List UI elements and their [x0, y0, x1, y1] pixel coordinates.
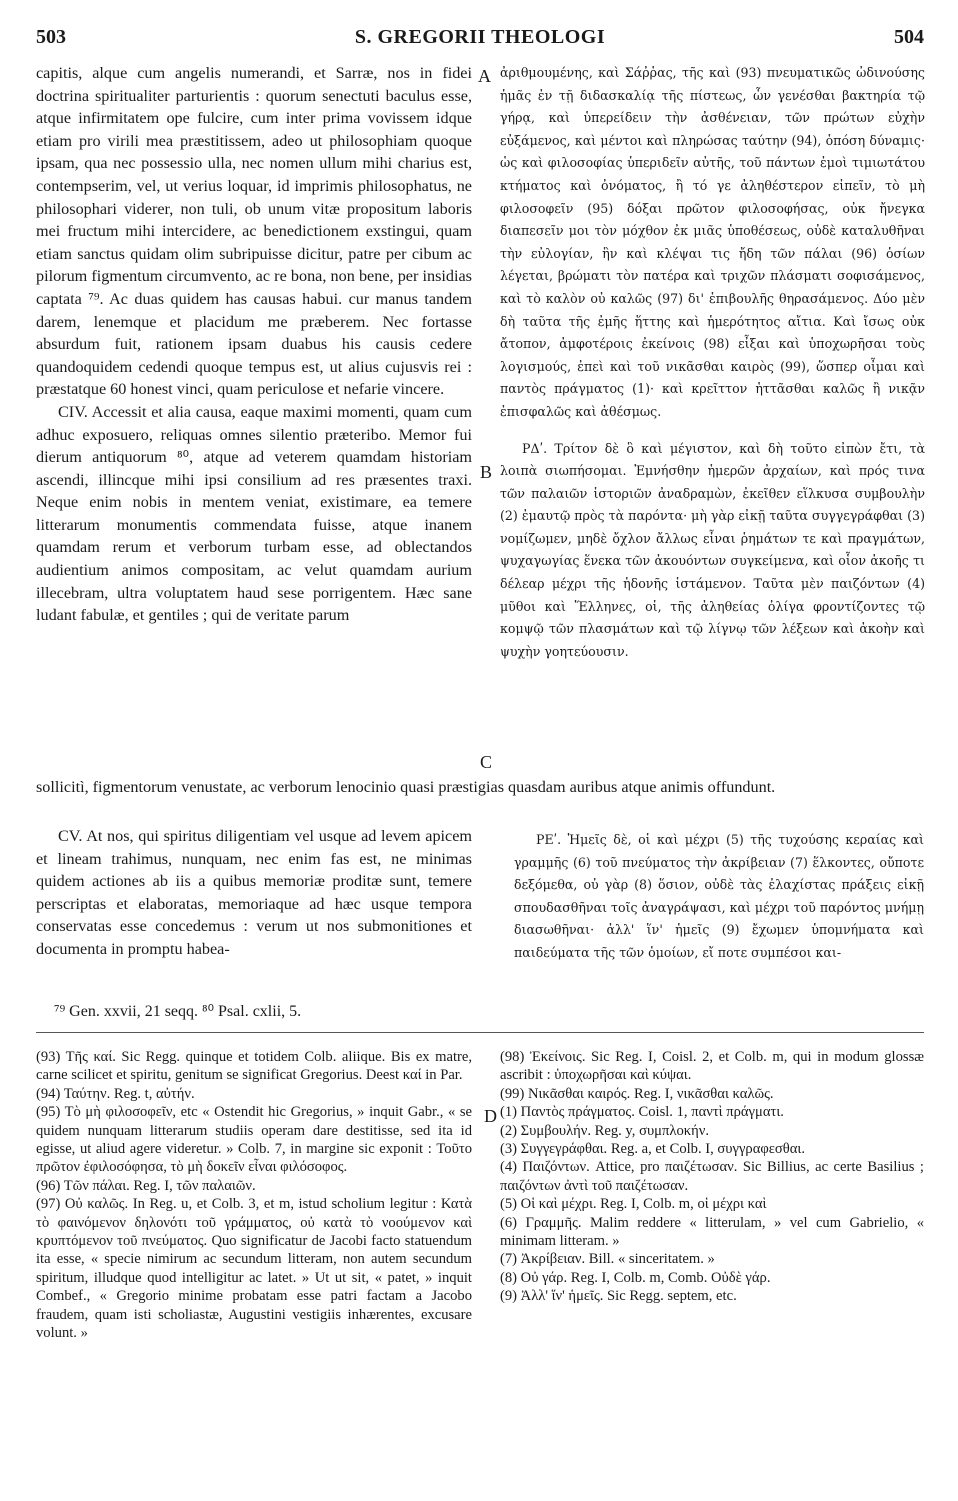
margin-letter-a: A — [478, 66, 491, 86]
critical-note: (6) Γραμμῆς. Malim reddere « litterulam, » vel cum Gabrielio, « minimam litteram. » — [500, 1214, 924, 1250]
margin-letter-c: C — [480, 752, 493, 772]
critical-notes-right — [500, 1048, 924, 1306]
latin-paragraph-ciii: capitis, alque cum angelis numerandi, et Sarræ, nos in fidei doctrina spiritualiter parturientis : quorum senectuti baculus esse, atque infirmitatem ope fulcire, cum inter prima vovissem idque etiam pro virili mea præstitissem, adeo ut philosophiam quoque ipsam, qua nec possessio ulla, nec nomen ullum mihi charius est, contempserim, vel, ut verius loquar, id imprimis philosophatus, ne philosophari viderer, non tuli, ob unum vitæ propositum laboris mei fructum mihi intercidere, ac benedictionem exstingui, quam etiam sanctus quidam olim subripuisse dicitur, patre per cibum ac pilorum figmentum circumvento, ac re bona, non bene, per insidias captata ⁷⁹. Ac duas quidem has causas habui. cur manus tandem darem, lenemque et placidum me præberem. Nec fortasse absurdum fuit, rationem ipsam duabus his causis cedere quandoquidem cedendi quoque tempus est, ut alius cujusvis rei : præstatque 60 honest vinci, quam periculose et nefarie vincere. — [36, 64, 472, 399]
latin-paragraph-civ: CIV. Accessit et alia causa, eaque maximi momenti, quam cum adhuc exposuero, reliquas omnes silentio præteribo. Memor fui dierum antiquorum ⁸⁰, atque ad veterem quamdam historiam ascendi, illincque mihi ipsi consilium ad res præsentes traxi. Neque enim nobis in mentem veniat, existimare, ea temere litterarum monumentis commendata fuisse, atque inanem quamdam rerum et verborum turbam esse, ad oblectandos audientium animos compositam, ac velut quamdam aurium illecebram, ultra voluptatem haud sese porrigentem. Hæc sane ludant fabulæ, et gentiles ; qui de veritate parum — [36, 402, 472, 625]
critical-note: (93) Τῆς καί. Sic Regg. quinque et totidem Colb. aliique. Bis ex matre, carne scilicet et spiritu, genitum se significat Gregorius. Deest καί in Par. — [36, 1049, 472, 1084]
critical-note: (9) Ἀλλ' ἵν' ἡμεῖς. Sic Regg. septem, etc. — [500, 1288, 737, 1305]
scripture-footnotes: ⁷⁹ Gen. xxvii, 21 seqq. ⁸⁰ Psal. cxlii, 5. — [54, 1003, 302, 1020]
page-number-right: 504 — [894, 26, 924, 48]
running-title: S. GREGORII THEOLOGI — [354, 26, 606, 48]
notes-divider — [36, 1032, 924, 1033]
greek-column-lower — [514, 829, 924, 965]
full-width-line: sollicitì, figmentorum venustate, ac verborum lenocinio quasi præstigias quasdam auribus atque animis offundunt. — [36, 778, 776, 796]
latin-column-upper — [36, 62, 472, 627]
latin-column-lower — [36, 825, 472, 961]
critical-note: (97) Οὐ καλῶς. In Reg. u, et Colb. 3, et m, istud scholium legitur : Κατὰ τὸ φαινόμενον δηλονότι τοῦ γράμματος, οὐ κατὰ τὸ νοούμενον καὶ κρυπτόμενον τοῦ πνεύματος. Quo significatur de Jacobi facto statuendum ita esse, « specie nimirum ac secundum litteram, non autem secundum spiritum, illudque quod intelligitur ac latet. » Ut ut sit, « patet, » inquit Combef., « Gregorio minime probatam esse patri factam a Jacobo fraudem, quam isti scholiastæ, Augustini vestigiis inhærentes, excusare volunt. » — [36, 1196, 472, 1342]
greek-column-upper — [500, 62, 925, 663]
latin-paragraph-cv: CV. At nos, qui spiritus diligentiam vel usque ad levem apicem et lineam trahimus, nunquam, nec enim fas est, ne minimas quidem actiones ab iis a quibus memoriæ proditæ sunt, temere perscriptas et elaboratas, memoriaque ad hæc usque tempora conservatas esse concedemus : verum ut nos submonitiones et documenta in promptu habea- — [36, 827, 472, 958]
critical-note: (2) Συμβουλήν. Reg. y, συμπλοκήν. — [500, 1122, 709, 1139]
critical-note: (4) Παιζόντων. Attice, pro παιζέτωσαν. Sic Billius, ac certe Basilius ; παιζόντων ἀντὶ τοῦ παιζέτωσαν. — [500, 1159, 924, 1194]
critical-notes-left — [36, 1048, 472, 1343]
critical-note: (5) Οἱ καὶ μέχρι. Reg. I, Colb. m, οἱ μέχρι καὶ — [500, 1196, 767, 1213]
critical-note: (99) Νικᾶσθαι καιρός. Reg. I, νικᾶσθαι καλῶς. — [500, 1085, 774, 1102]
page-header — [36, 22, 924, 52]
critical-note: (96) Τῶν πάλαι. Reg. I, τῶν παλαιῶν. — [36, 1177, 256, 1194]
critical-note: (3) Συγγεγράφθαι. Reg. a, et Colb. I, συγγραφεσθαι. — [500, 1141, 805, 1158]
critical-note: (95) Τὸ μὴ φιλοσοφεῖν, etc « Ostendit hic Gregorius, » inquit Gabr., « se quidem nunquam litterarum studiis operam dare destitisse, sed ita id egisse, ut aliud agere videretur. » Colb. 7, in margine sic exponit : Τοῦτο πρῶτον ἐφιλοσόφησα, τὸ μὴ δοκεῖν εἶναι φιλόσοφος. — [36, 1104, 472, 1176]
greek-paragraph-1: ἀριθμουμένης, καὶ Σάῤῥας, τῆς καὶ (93) πνευματικῶς ὠδινούσης ἡμᾶς ἐν τῇ διδασκαλίᾳ τῆς πίστεως, ὧν γενέσθαι βακτηρία τῷ γήρᾳ, καὶ ὑπερείδειν τὴν ἀσθένειαν, τῶν πρώτων εὐχὴν εὐξάμενος, καὶ μέντοι καὶ πληρώσας ταύτην (94), ὁπόση δύναμις· ὡς καὶ φιλοσοφίας ὑπεριδεῖν αὐτῆς, τοῦ πάντων ἐμοὶ τιμιωτάτου κτήματος καὶ ὀνόματος, ἢ τό γε ἀληθέστερον εἰπεῖν, τὸ μὴ φιλοσοφεῖν (95) δόξαι πρῶτον φιλοσοφήσας, οὐκ ἤνεγκα διαπεσεῖν μοι τὸν μόχθον ἐκ μιᾶς ὑποθέσεως, οὐδὲ καταλυθῆναι τὴν εὐλογίαν, ἣν καὶ κλέψαι τις ἤδη τῶν πάλαι (96) ὁσίων λέγεται, βρώματι τὸν πατέρα καὶ τριχῶν πλάσματι σοφισάμενος, καὶ τὸ καλὸν οὐ καλῶς (97) δι' ἐπιβουλῆς θηρασάμενος. Δύο μὲν δὴ ταῦτα τῆς ἐμῆς ἥττης καὶ ἡμερότητος αἴτια. Καὶ ἴσως οὐκ ἄτοπον, ἀμφοτέροις ἐκείνοις (98) εἶξαι καὶ ὑποχωρῆσαι τοὺς λογισμούς, ἐπεὶ καὶ τοῦ νικᾶσθαι καιρὸς (99), ὥσπερ οἶμαι καὶ παντὸς πράγματος (1)· καὶ κρεῖττον ἡττᾶσθαι καλῶς ἢ νικᾷν ἐπισφαλῶς καὶ ἀθέσμως. — [500, 65, 925, 419]
critical-note: (7) Ἀκρίβειαν. Bill. « sinceritatem. » — [500, 1251, 715, 1268]
page-number-left: 503 — [36, 26, 66, 48]
critical-note: (98) Ἐκείνοις. Sic Reg. I, Coisl. 2, et Colb. m, qui in modum glossæ ascribit : ὑποχωρῆσαι καὶ κύψαι. — [500, 1049, 924, 1084]
critical-note: (94) Ταύτην. Reg. t, αὐτήν. — [36, 1085, 195, 1102]
critical-note: (8) Οὐ γάρ. Reg. I, Colb. m, Comb. Οὐδὲ γάρ. — [500, 1269, 771, 1286]
margin-letter-d: D — [484, 1106, 497, 1126]
greek-paragraph-re: ΡΕʹ. Ἡμεῖς δὲ, οἱ καὶ μέχρι (5) τῆς τυχούσης κεραίας καὶ γραμμῆς (6) τοῦ πνεύματος τὴν ἀκρίβειαν (7) ἕλκοντες, οὔποτε δεξόμεθα, οὐ γὰρ (8) ὅσιον, οὐδὲ τὰς ἐλαχίστας πράξεις εἰκῇ σπουδασθῆναι τοῖς ἀναγράψασι, καὶ μέχρι τοῦ παρόντος μνήμῃ διασωθῆναι· ἀλλ' ἵν' ἡμεῖς (9) ἔχωμεν ὑπομνήματα καὶ παιδεύματα τῆς τῶν ὁμοίων, εἴ ποτε συμπέσοι και- — [514, 832, 924, 960]
margin-letter-b: B — [480, 462, 493, 482]
critical-note: (1) Παντὸς πράγματος. Coisl. 1, παντὶ πράγματι. — [500, 1104, 784, 1121]
greek-paragraph-rd: ΡΔʹ. Τρίτον δὲ ὃ καὶ μέγιστον, καὶ δὴ τοῦτο εἰπὼν ἔτι, τὰ λοιπὰ σιωπήσομαι. Ἐμνήσθην ἡμερῶν ἀρχαίων, καὶ πρός τινα τῶν παλαιῶν ἱστοριῶν ἀναδραμὼν, ἐκεῖθεν εἵλκυσα συμβουλὴν (2) ἐμαυτῷ πρὸς τὰ παρόντα· μὴ γὰρ εἰκῇ ταῦτα συγγεγράφθαι (3) νομίζωμεν, μηδὲ ὄχλον ἄλλως εἶναι ῥημάτων τε καὶ πραγμάτων, ψυχαγωγίας ἕνεκα τῶν ἀκουόντων συγκείμενα, καὶ οἷον ἀκοῆς τι δέλεαρ μέχρι τῆς ἡδονῆς ἱστάμενον. Ταῦτα μὲν παιζόντων (4) μῦθοι καὶ Ἕλληνες, οἱ, τῆς ἀληθείας ὀλίγα φροντίζοντες τῷ κομψῷ τῶν πλασμάτων καὶ τῷ λίγνῳ τῶν λέξεων καὶ ἀκοὴν καὶ ψυχὴν γοητεύουσιν. — [500, 440, 925, 659]
